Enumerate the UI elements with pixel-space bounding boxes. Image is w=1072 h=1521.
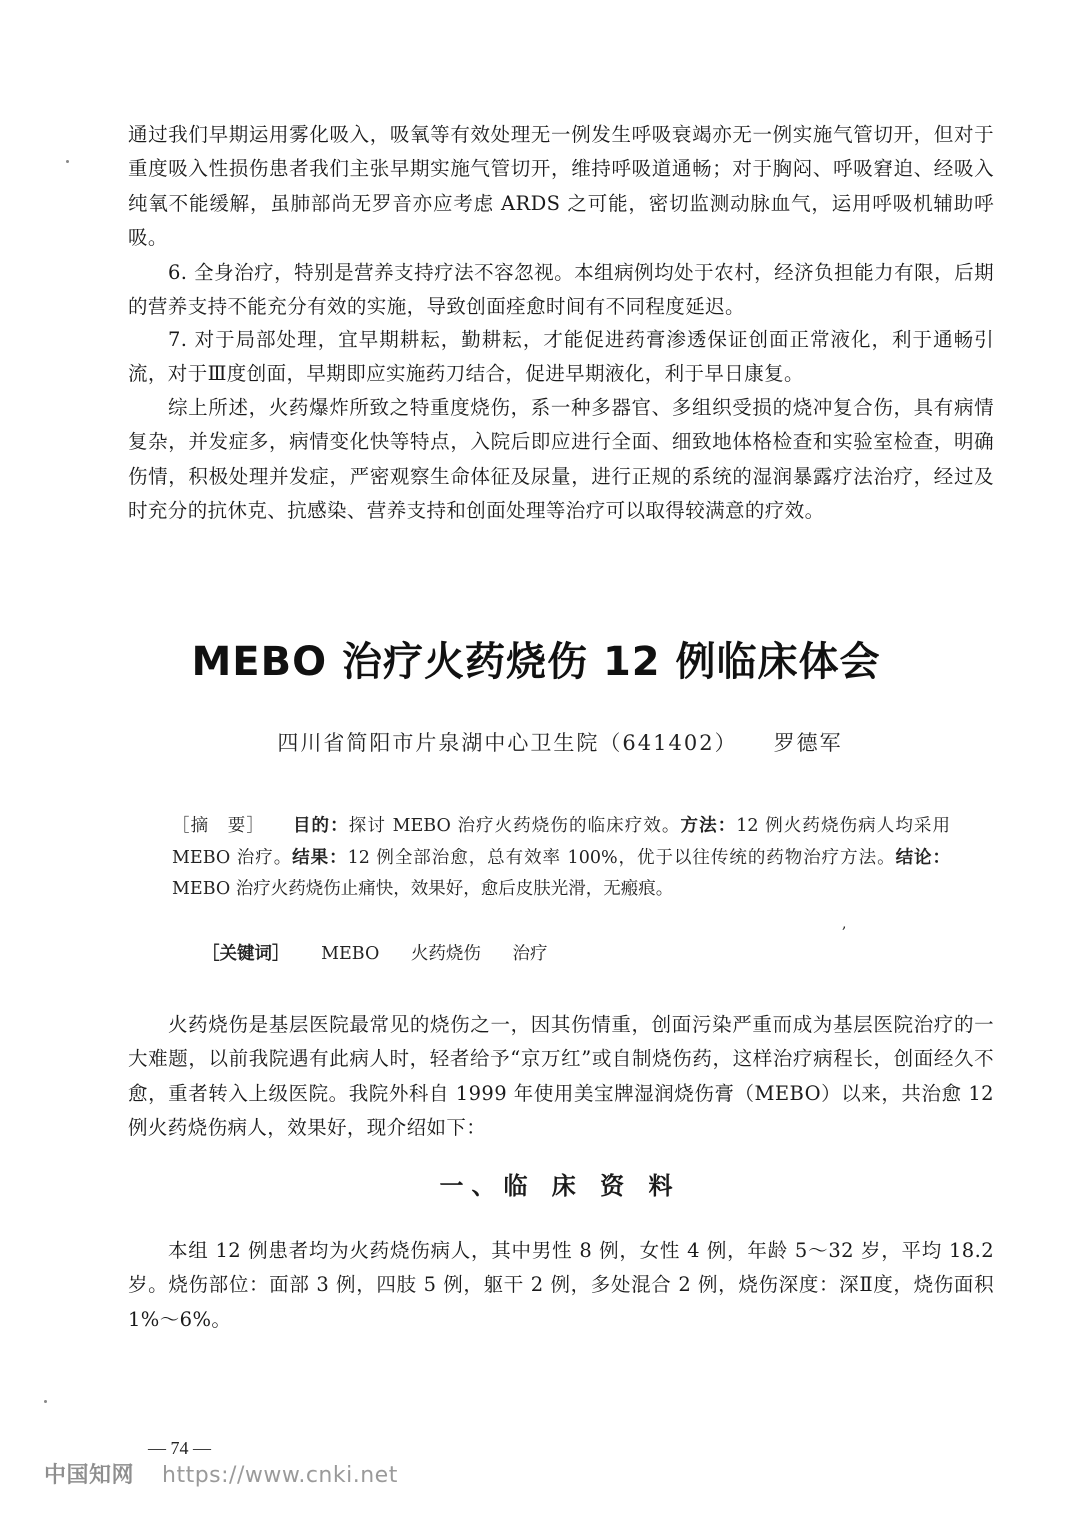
paragraph-item-7: 7. 对于局部处理，宜早期耕耘，勤耕耘，才能促进药膏渗透保证创面正常液化，利于通畅引流，对于Ⅲ度创面，早期即应实施药刀结合，促进早期液化，利于早日康复。 <box>128 328 994 386</box>
watermark-url: https://www.cnki.net <box>162 1463 398 1488</box>
keyword-item: 治疗 <box>512 944 548 964</box>
affiliation: 四川省简阳市片泉湖中心卫生院（641402） <box>277 731 738 755</box>
keyword-item: MEBO <box>321 944 380 964</box>
paragraph-continuation: 通过我们早期运用雾化吸入，吸氧等有效处理无一例发生呼吸衰竭亦无一例实施气管切开，但对于重度吸入性损伤患者我们主张早期实施气管切开，维持呼吸道通畅；对于胸闷、呼吸窘迫、经吸入纯氧不能缓解，虽肺部尚无罗音亦应考虑 ARDS 之可能，密切监测动脉血气，运用呼吸机辅助呼吸。 <box>128 123 994 250</box>
scan-mark: , <box>842 916 847 932</box>
watermark-brand: 中国知网 <box>44 1463 135 1488</box>
article-title: MEBO 治疗火药烧伤 12 例临床体会 <box>191 639 881 685</box>
author-line <box>0 727 1072 757</box>
watermark <box>44 1458 398 1489</box>
scan-speck <box>44 1400 47 1403</box>
conclusion-label: 结论： <box>895 847 950 868</box>
page-number: — 74 — <box>148 1438 211 1458</box>
keywords <box>202 940 547 965</box>
paragraph-item-6: 6. 全身治疗，特别是营养支持疗法不容忽视。本组病例均处于农村，经济负担能力有限，后期的营养支持不能充分有效的实施，导致创面痊愈时间有不同程度延迟。 <box>128 261 994 319</box>
keywords-label: ［关键词］ <box>202 944 290 964</box>
intro-paragraph: 火药烧伤是基层医院最常见的烧伤之一，因其伤情重，创面污染严重而成为基层医院治疗的一大难题，以前我院遇有此病人时，轻者给予“京万红”或自制烧伤药，这样治疗病程长，创面经久不愈，重者转入上级医院。我院外科自 1999 年使用美宝牌湿润烧伤膏（MEBO）以来，共治愈 12 例火药烧伤病人，效果好，现介绍如下： <box>128 1013 994 1140</box>
method-label: 方法： <box>680 816 737 836</box>
conclusion-text: MEBO 治疗火药烧伤止痛快，效果好，愈后皮肤光滑，无瘢痕。 <box>172 879 674 899</box>
keyword-item: 火药烧伤 <box>410 944 481 964</box>
scan-speck <box>66 160 69 163</box>
objective-label: 目的： <box>292 816 349 836</box>
method-text: 12 例火药烧伤病人均采用 MEBO 治疗。 <box>172 816 951 868</box>
abstract-label: ［摘 要］ <box>172 816 265 836</box>
objective-text: 探讨 MEBO 治疗火药烧伤的临床疗效。 <box>348 816 681 836</box>
result-text: 12 例全部治愈，总有效率 100%，优于以往传统的药物治疗方法。 <box>347 847 896 868</box>
section-heading: 一、临 床 资 料 <box>439 1172 681 1200</box>
section-body: 本组 12 例患者均为火药烧伤病人，其中男性 8 例，女性 4 例，年龄 5～32 岁，平均 18.2 岁。烧伤部位：面部 3 例，四肢 5 例，躯干 2 例，多处混合 2 例，烧伤深度：深Ⅱ度，烧伤面积 1%～6%。 <box>128 1239 994 1331</box>
paragraph-summary: 综上所述，火药爆炸所致之特重度烧伤，系一种多器官、多组织受损的烧冲复合伤，具有病情复杂，并发症多，病情变化快等特点，入院后即应进行全面、细致地体格检查和实验室检查，明确伤情，积极处理并发症，严密观察生命体征及尿量，进行正规的系统的湿润暴露疗法治疗，经过及时充分的抗休克、抗感染、营养支持和创面处理等治疗可以取得较满意的疗效。 <box>128 396 994 523</box>
author-name: 罗德军 <box>773 731 843 755</box>
abstract <box>172 811 950 906</box>
result-label: 结果： <box>292 847 348 868</box>
